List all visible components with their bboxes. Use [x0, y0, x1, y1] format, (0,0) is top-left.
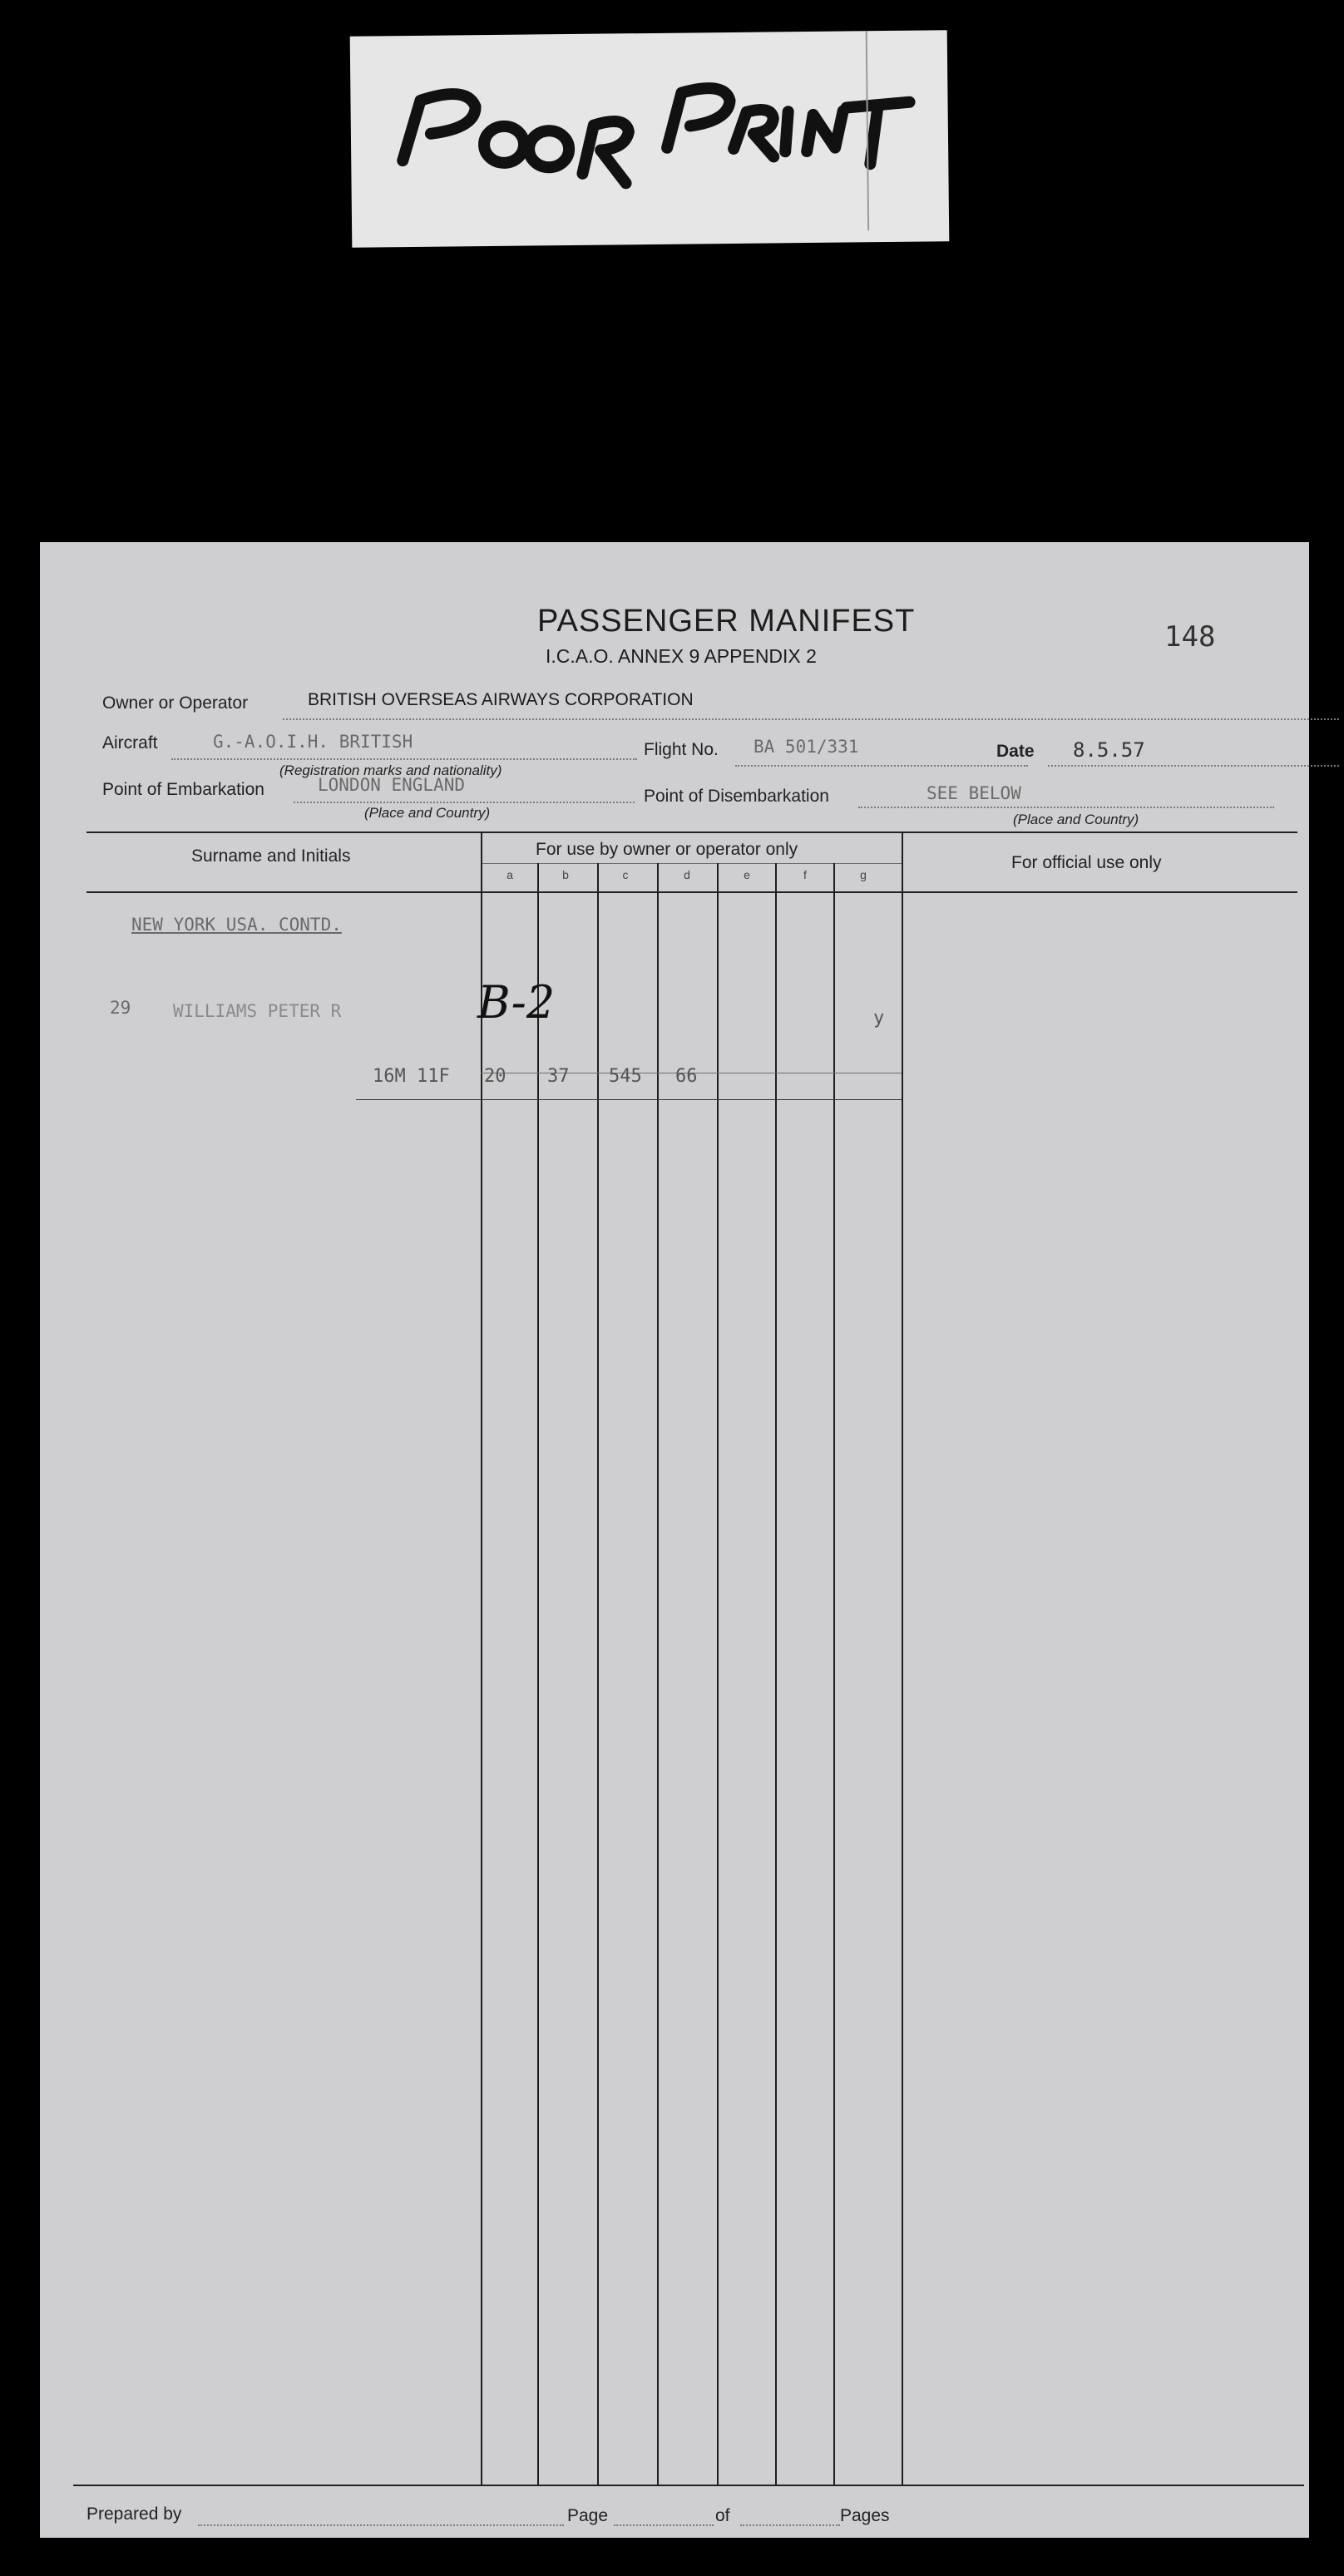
passenger-manifest-sheet — [40, 542, 1309, 2538]
section-heading: NEW YORK USA. CONTD. — [131, 915, 342, 935]
subrow-value-d: 66 — [675, 1066, 698, 1087]
col-owner-use-header: For use by owner or operator only — [536, 840, 798, 859]
header-bottom-rule — [86, 891, 1297, 893]
subcol-header-rule — [481, 863, 902, 864]
subcol-g: g — [860, 868, 867, 881]
flight-dotted-line — [735, 765, 1028, 767]
col-divider-official — [902, 832, 903, 2485]
subcol-b: b — [562, 868, 569, 881]
of-dotted-line — [740, 2524, 840, 2526]
pages-label: Pages — [840, 2506, 890, 2525]
col-divider-2 — [537, 863, 539, 2485]
of-label: of — [715, 2506, 730, 2525]
col-divider-6 — [775, 863, 777, 2485]
embarkation-label: Point of Embarkation — [102, 780, 264, 799]
handwritten-code: B-2 — [477, 976, 556, 1029]
prepared-by-label: Prepared by — [86, 2504, 182, 2524]
col-divider-7 — [833, 863, 835, 2485]
owner-value: BRITISH OVERSEAS AIRWAYS CORPORATION — [308, 690, 694, 709]
subcol-e: e — [744, 868, 750, 881]
entry-number: 29 — [110, 998, 131, 1018]
subcol-d: d — [684, 868, 690, 881]
subcol-f: f — [803, 868, 807, 881]
embarkation-note: (Place and Country) — [364, 805, 491, 821]
page-dotted-line — [614, 2524, 714, 2526]
embarkation-value: LONDON ENGLAND — [318, 775, 466, 795]
col-divider-3 — [597, 863, 599, 2485]
entry-name: WILLIAMS PETER R — [173, 1001, 342, 1021]
col-divider-5 — [717, 863, 719, 2485]
col-divider-4 — [657, 863, 659, 2485]
aircraft-label: Aircraft — [102, 733, 158, 753]
poor-print-stamp — [350, 30, 950, 248]
flight-value: BA 501/331 — [754, 737, 859, 757]
subrow-bottom-rule — [356, 1099, 902, 1100]
disembarkation-value: SEE BELOW — [926, 783, 1021, 803]
table-top-rule — [86, 832, 1297, 833]
prepared-by-dotted-line — [198, 2524, 564, 2526]
col-surname-header: Surname and Initials — [191, 846, 351, 866]
poor-print-handwriting — [350, 30, 950, 248]
subcol-c: c — [622, 868, 629, 881]
disembarkation-note: (Place and Country) — [1013, 812, 1139, 827]
subrow-value-b: 37 — [547, 1066, 570, 1087]
page-number: 148 — [1164, 620, 1216, 654]
subrow-value-c: 545 — [609, 1066, 642, 1087]
aircraft-value: G.-A.O.I.H. BRITISH — [213, 732, 413, 752]
footer-top-rule — [73, 2485, 1304, 2486]
flight-label: Flight No. — [644, 740, 719, 759]
manifest-subtitle: I.C.A.O. ANNEX 9 APPENDIX 2 — [546, 645, 817, 667]
manifest-title: PASSENGER MANIFEST — [537, 604, 916, 639]
entry-col-g: y — [873, 1008, 885, 1029]
aircraft-dotted-line — [171, 758, 637, 760]
embarkation-dotted-line — [294, 802, 635, 803]
subcol-a: a — [506, 868, 513, 881]
date-value: 8.5.57 — [1073, 738, 1145, 762]
disembarkation-dotted-line — [858, 807, 1274, 808]
col-official-header: For official use only — [1011, 853, 1162, 872]
registration-note: (Registration marks and nationality) — [279, 762, 502, 778]
disembarkation-label: Point of Disembarkation — [644, 787, 829, 806]
date-dotted-line — [1048, 765, 1339, 767]
col-divider-1 — [481, 832, 482, 2485]
page-label: Page — [567, 2506, 609, 2525]
owner-label: Owner or Operator — [102, 693, 249, 713]
subrow-label: 16M 11F — [373, 1066, 450, 1087]
owner-dotted-line — [283, 718, 1339, 720]
date-label: Date — [996, 742, 1035, 761]
subrow-value-a: 20 — [484, 1066, 506, 1087]
